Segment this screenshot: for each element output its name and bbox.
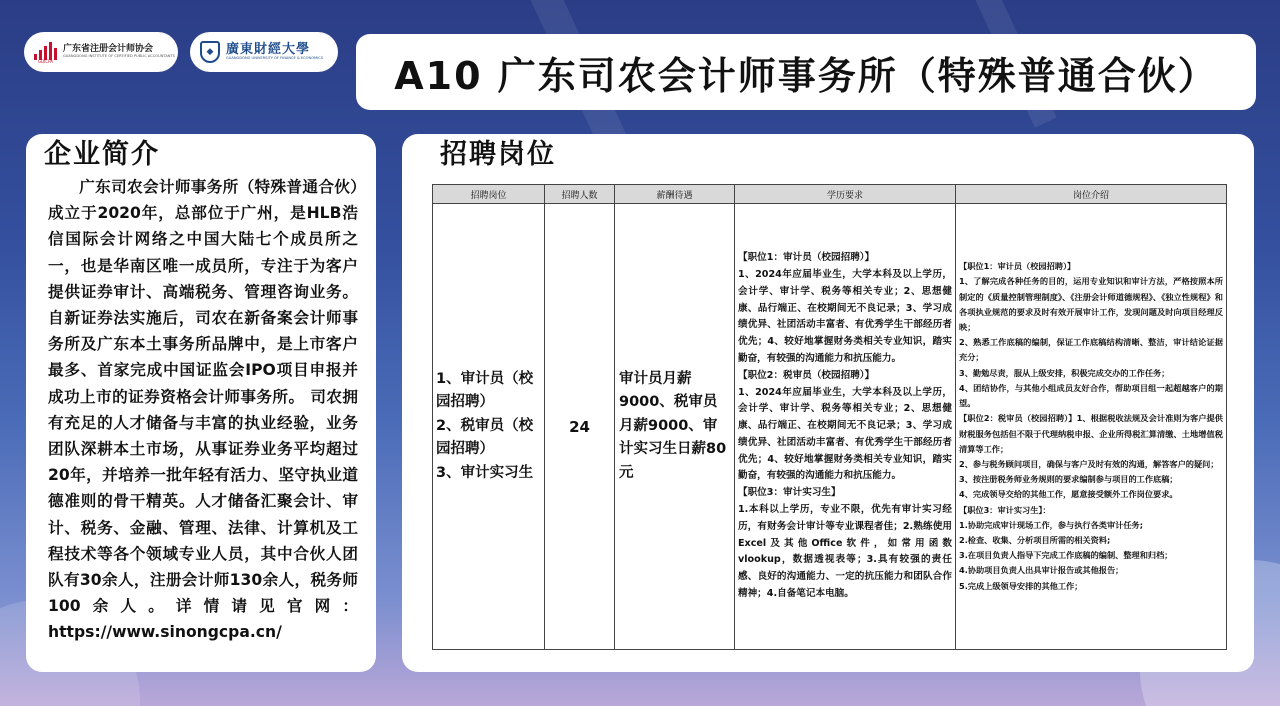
description-item: 2、参与税务顾问项目，确保与客户及时有效的沟通，解答客户的疑问； — [959, 458, 1219, 469]
position-item: 1、审计员（校园招聘） — [436, 370, 534, 411]
page-title: A10 广东司农会计师事务所（特殊普通合伙） — [394, 53, 1218, 98]
position-item: 2、税审员（校园招聘） — [436, 417, 534, 458]
intro-heading: 企业简介 — [44, 139, 160, 170]
association-logo — [24, 32, 178, 72]
jobs-heading: 招聘岗位 — [440, 139, 556, 170]
positions-cell — [433, 204, 545, 650]
table-header-row — [433, 185, 1227, 204]
university-shield-icon: ◆ — [200, 41, 220, 63]
description-item: 1.协助完成审计现场工作，参与执行各类审计任务; — [959, 519, 1144, 530]
description-cell — [956, 204, 1227, 650]
association-name: 广东省注册会计师协会 — [63, 44, 154, 55]
title-bar — [356, 34, 1256, 110]
education-item: 【职位3：审计实习生】 — [738, 487, 841, 499]
salary-cell: 审计员月薪9000、税审员月薪9000、审计实习生日薪80元 — [615, 204, 735, 650]
description-item: 4、完成领导交给的其他工作，愿意接受额外工作岗位要求。 — [959, 489, 1178, 500]
education-item: 1、2024年应届毕业生，大学本科及以上学历，会计学、审计学、税务等相关专业；2、思想健康、品行端正、在校期间无不良记录；3、学习成绩优异、社团活动丰富者、有优秀学生干部经历者优先；4、较好地掌握财务类相关专业知识，踏实勤奋，有较强的沟通能力和抗压能力。 — [738, 386, 952, 482]
intro-panel — [26, 134, 376, 672]
association-name-en: GUANGDONG INSTITUTE OF CERTIFIED PUBLIC ACCOUNTANTS — [63, 53, 175, 58]
education-item: 【职位1：审计员（校园招聘）】 — [738, 252, 875, 264]
header-count: 招聘人数 — [545, 185, 615, 204]
description-item: 3、勤勉尽责，服从上级安排，积极完成交办的工作任务； — [959, 367, 1170, 378]
education-item: 1、2024年应届毕业生，大学本科及以上学历，会计学、审计学、税务等相关专业；2、思想健康、品行端正、在校期间无不良记录；3、学习成绩优异、社团活动丰富者、有优秀学生干部经历者优先；4、较好地掌握财务类相关专业知识，踏实勤奋，有较强的沟通能力和抗压能力。 — [738, 268, 952, 364]
intro-text: 广东司农会计师事务所（特殊普通合伙）成立于2020年，总部位于广州，是HLB浩信国际会计网络之中国大陆七个成员所之一，也是华南区唯一成员所，专注于为客户提供证券审计、高端税务、管理咨询业务。自新证券法实施后，司农在新备案会计师事务所及广东本土事务所品牌中，是上市客户最多、首家完成中国证监会IPO项目申报并成功上市的证券资格会计师事务所。 司农拥有充足的人才储备与丰富的执业经验，业务团队深耕本土市场，从事证券业务平均超过20年，并培养一批年轻有活力、坚守执业道德准则的骨干精英。人才储备汇聚会计、审计、税务、金融、管理、法律、计算机及工程技术等各个领域专业人员，其中合伙人团队有30余人，注册会计师130余人，税务师100余人。详情请见官网：https://www.sinongcpa.cn/ — [48, 178, 358, 642]
position-item: 3、审计实习生 — [436, 464, 534, 481]
description-item: 2.检查、收集、分析项目所需的相关资料; — [959, 534, 1111, 545]
jobs-table — [432, 184, 1227, 650]
header-education: 学历要求 — [735, 185, 956, 204]
association-abbr: GDICPA — [37, 58, 54, 64]
header-description: 岗位介绍 — [956, 185, 1227, 204]
count-cell: 24 — [545, 204, 615, 650]
education-item: 1.本科以上学历，专业不限，优先有审计实习经历，有财务会计审计等专业课程者佳；2.熟练使用Excel及其他Office软件，如常用函数vlookup，数据透视表等；3.具有较强的责任感、良好的沟通能力、一定的抗压能力和团队合作精神；4.自备笔记本电脑。 — [738, 504, 952, 600]
education-cell — [735, 204, 956, 650]
description-item: 3、按注册税务师业务规则的要求编制参与项目的工作底稿； — [959, 474, 1178, 485]
description-item: 4.协助项目负责人出具审计报告或其他报告； — [959, 565, 1124, 576]
description-item: 2、熟悉工作底稿的编制，保证工作底稿结构清晰、整洁，审计结论证据充分； — [959, 337, 1223, 363]
description-item: 4、团结协作，与其他小组成员友好合作，帮助项目组一起超越客户的期望。 — [959, 382, 1223, 409]
university-name: 廣東財經大學 — [226, 41, 311, 57]
header-position: 招聘岗位 — [433, 185, 545, 204]
association-logo-icon — [34, 40, 57, 60]
jobs-panel — [402, 134, 1254, 672]
description-item: 3.在项目负责人指导下完成工作底稿的编制、整理和归档； — [959, 550, 1173, 561]
description-item: 5.完成上级领导安排的其他工作； — [959, 580, 1083, 591]
table-row — [433, 204, 1227, 650]
university-name-en: GUANGDONG UNIVERSITY OF FINANCE & ECONOMICS — [226, 56, 323, 61]
education-item: 【职位2：税审员（校园招聘）】 — [738, 369, 875, 381]
header-salary: 薪酬待遇 — [615, 185, 735, 204]
description-item: 【职位2：税审员（校园招聘）】1、根据税收法规及会计准则为客户提供财税服务包括但不限于代理纳税申报、企业所得税汇算清缴、土地增值税清算等工作； — [959, 413, 1223, 454]
description-item: 1、了解完成各种任务的目的，运用专业知识和审计方法，严格按照本所制定的《质量控制管理制度》、《注册会计师道德规程》、《独立性规程》和各项执业规范的要求及时有效开展审计工作，发现问题及时向项目经理反映； — [959, 276, 1223, 333]
description-item: 【职位1：审计员（校园招聘）】 — [959, 261, 1076, 272]
description-item: 【职位3：审计实习生】： — [959, 504, 1051, 515]
university-logo — [190, 32, 338, 72]
